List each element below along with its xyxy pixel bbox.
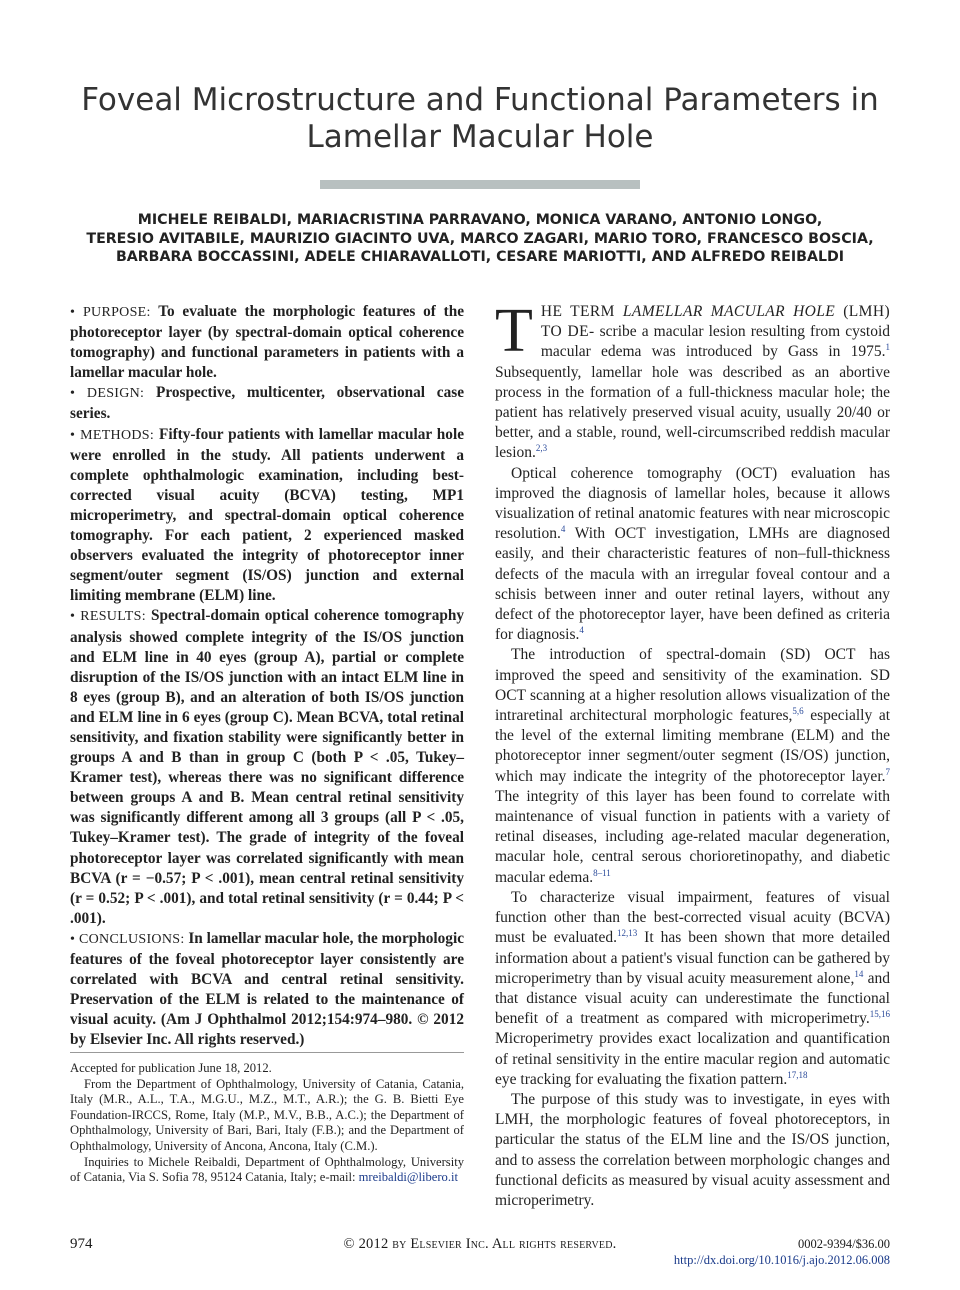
p3-text-a: The introduction of spectral-domain (SD) OCT has improved the speed and sensitivity of the examination. SD OCT scanning at a higher resolution allows visualization of the intraretinal architectural morphologic features,: [495, 646, 890, 725]
drop-cap: T: [495, 297, 533, 365]
author-line-2: TERESIO AVITABILE, MAURIZIO GIACINTO UVA, MARCO ZAGARI, MARIO TORO, FRANCESCO BOSCIA,: [86, 230, 874, 247]
doi-link[interactable]: http://dx.doi.org/10.1016/j.ajo.2012.06.008: [673, 1252, 890, 1267]
purpose-text: To evaluate the morphologic features of the photoreceptor layer (by spectral-domain optical coherence tomography) and functional parameters in patients with a lamellar macular hole.: [70, 303, 464, 382]
reference-link[interactable]: 7: [885, 766, 890, 777]
body-text: [495, 297, 891, 1211]
p1-text-a: scribe a macular lesion resulting from cystoid macular edema was introduced by Gass in 1975.: [540, 323, 890, 361]
reference-link[interactable]: 14: [854, 968, 864, 979]
paragraph-4: [495, 888, 890, 1090]
correspondence: [70, 1155, 464, 1186]
paragraph-3: [495, 645, 890, 887]
design-label: • DESIGN:: [70, 386, 145, 402]
p4-text-a: To characterize visual impairment, features of visual function other than the best-corrected visual acuity (BCVA) must be evaluated.: [495, 888, 890, 947]
p4-text-c: and that distance visual acuity can underestimate the functional benefit of a treatment as compared with microperimetry.: [495, 969, 891, 1028]
design-text: Prospective, multicenter, observational case series.: [70, 384, 464, 423]
abstract-methods: [70, 425, 464, 607]
reference-link[interactable]: 12,13: [616, 928, 638, 939]
results-text: Spectral-domain optical coherence tomography analysis showed complete integrity of the IS/OS junction and ELM line in 40 eyes (group A), partial or complete disruption of the IS/OS junction with an intact ELM line in 8 eyes (group B), and an alteration of both IS/OS junction and ELM line in 6 eyes (group C). Mean BCVA, total retinal sensitivity, and fixation stability were significantly better in groups A and B than in group C (both P < .05, Tukey–Kramer test), whereas there was no significant difference between groups A and B. Mean central retinal sensitivity was significantly different among all 3 groups (all P < .05, Tukey–Kramer test). The grade of integrity of the foveal photoreceptor layer was correlated significantly with mean BCVA (r = −0.57; P < .001), mean central retinal sensitivity (r = 0.52; P < .001), and total retinal sensitivity (r = 0.44; P < .001).: [70, 607, 465, 927]
title-line-1: Foveal Microstructure and Functional Parameters in: [81, 82, 879, 118]
reference-link[interactable]: 15,16: [869, 1008, 890, 1019]
author-line-3: BARBARA BOCCASSINI, ADELE CHIARAVALLOTI, CESARE MARIOTTI, AND ALFREDO REIBALDI: [115, 249, 845, 265]
journal-citation: (Am J Ophthalmol 2012;154:974–980. © 2012 by Elsevier Inc. All rights reserved.): [70, 1011, 464, 1049]
reference-link[interactable]: 4: [579, 625, 584, 636]
results-label: • RESULTS:: [70, 609, 146, 625]
abstract-conclusions: [70, 929, 464, 1051]
title-line-2: Lamellar Macular Hole: [306, 119, 654, 155]
inquiries-text: Inquiries to Michele Reibaldi, Department of Ophthalmology, University of Catania, Via S. Sofia 78, 95124 Catania, Italy; e-mail:: [70, 1154, 464, 1185]
article-title: [60, 82, 900, 156]
title-divider: [320, 180, 640, 189]
p4-text-b: It has been shown that more detailed information about a patient's visual function can be gathered by microperimetry than by visual acuity measurement alone,: [495, 929, 891, 987]
p2-text-a: Optical coherence tomography (OCT) evaluation has improved the diagnosis of lamellar holes, because it allows visualization of retinal anatomic features with near microscopic resolution.: [495, 464, 890, 543]
abstract-results: [70, 606, 464, 929]
copyright-notice: © 2012 by Elsevier Inc. All rights reserved.: [343, 1236, 617, 1252]
p1-text-b: Subsequently, lamellar hole was described as an abortive process in the formation of a full-thickness macular hole; the patient has relatively preserved visual acuity, usually 20/40 or better, and a stable, round, well-circumscribed reddish macular lesion.: [495, 363, 890, 462]
author-list: [40, 211, 920, 267]
purpose-label: • PURPOSE:: [70, 305, 151, 320]
conclusions-text: In lamellar macular hole, the morphologic features of the foveal photoreceptor layer consistently are correlated with BCVA and central retinal sensitivity. Preservation of the ELM is related to the maintenance of visual acuity.: [70, 929, 464, 1029]
reference-link[interactable]: 2,3: [535, 443, 548, 454]
p2-text-b: With OCT investigation, LMHs are diagnosed easily, and their characteristic features of non–full-thickness defects of the macula with an irregular foveal contour and a schisis between inner and outer retinal layers, without any defect of the photoreceptor layer, have been defined as criteria for diagnosis.: [495, 525, 890, 644]
email-link[interactable]: mreibaldi@libero.it: [358, 1170, 458, 1185]
intro-term: LAMELLAR MACULAR HOLE: [622, 303, 836, 320]
reference-link[interactable]: 5,6: [792, 705, 804, 716]
abstract-design: [70, 383, 464, 424]
p3-text-b: especially at the level of the external limiting membrane (ELM) and the photoreceptor inner segment/outer segment (IS/OS) junction, which may indicate the integrity of the photoreceptor layer.: [495, 707, 891, 785]
affiliations: From the Department of Ophthalmology, University of Catania, Catania, Italy (M.R., A.L., T.A., M.G.U., M.Z., M.T., A.R.); the G. B. Bietti Eye Foundation-IRCCS, Rome, Italy (M.P., M.V., B.B., A.C.); the Department of Ophthalmology, University of Bari, Bari, Italy (F.B.); and the Department of Ophthalmology, University of Ancona, Ancona, Italy (C.M.).: [70, 1076, 464, 1153]
intro-caps-2: (LMH) TO DE-: [540, 303, 891, 341]
issn-price: 0002-9394/$36.00: [797, 1237, 890, 1251]
reference-link[interactable]: 1: [885, 342, 890, 353]
paragraph-1: [495, 297, 891, 464]
reference-link[interactable]: 17,18: [787, 1069, 808, 1080]
author-line-1: MICHELE REIBALDI, MARIACRISTINA PARRAVANO, MONICA VARANO, ANTONIO LONGO,: [137, 212, 823, 228]
p4-text-d: Microperimetry provides exact localization and quantification of retinal sensitivity in the entire macular region and automatic eye tracking for evaluating the fixation pattern.: [495, 1030, 890, 1088]
p3-text-c: The integrity of this layer has been found to correlate with maintenance of visual function in patients with a variety of retinal diseases, including age-related macular degeneration, macular hole, central serous chorioretinopathy, and diabetic macular edema.: [495, 787, 890, 886]
conclusions-label: • CONCLUSIONS:: [70, 931, 185, 947]
reference-link[interactable]: 8–11: [593, 867, 611, 878]
article-notes: [70, 1061, 464, 1186]
intro-caps: HE TERM: [540, 303, 623, 320]
reference-link[interactable]: 4: [560, 524, 566, 535]
page-number: 974: [70, 1236, 93, 1252]
abstract: [70, 302, 464, 1050]
paragraph-5: The purpose of this study was to investigate, in eyes with LMH, the morphologic features of foveal photoreceptors, in particular the status of the ELM line and the IS/OS junction, and to assess the correlation between morphologic changes and functional deficits as measured by visual acuity assessment and microperimetry.: [495, 1090, 890, 1209]
paragraph-2: [495, 464, 890, 646]
accepted-date: Accepted for publication June 18, 2012.: [70, 1061, 272, 1075]
methods-text: Fifty-four patients with lamellar macular hole were enrolled in the study. All patients underwent a complete ophthalmologic examination, including best-corrected visual acuity (BCVA) testing, MP1 microperimetry, and spectral-domain optical coherence tomography. For each patient, 2 experienced masked observers evaluated the integrity of photoreceptor inner segment/outer segment (IS/OS) junction and external limiting membrane (ELM) line.: [70, 425, 464, 605]
abstract-purpose: [70, 302, 464, 383]
notes-divider: [70, 1052, 464, 1053]
footer-identifiers: [674, 1237, 890, 1268]
methods-label: • METHODS:: [70, 427, 155, 443]
